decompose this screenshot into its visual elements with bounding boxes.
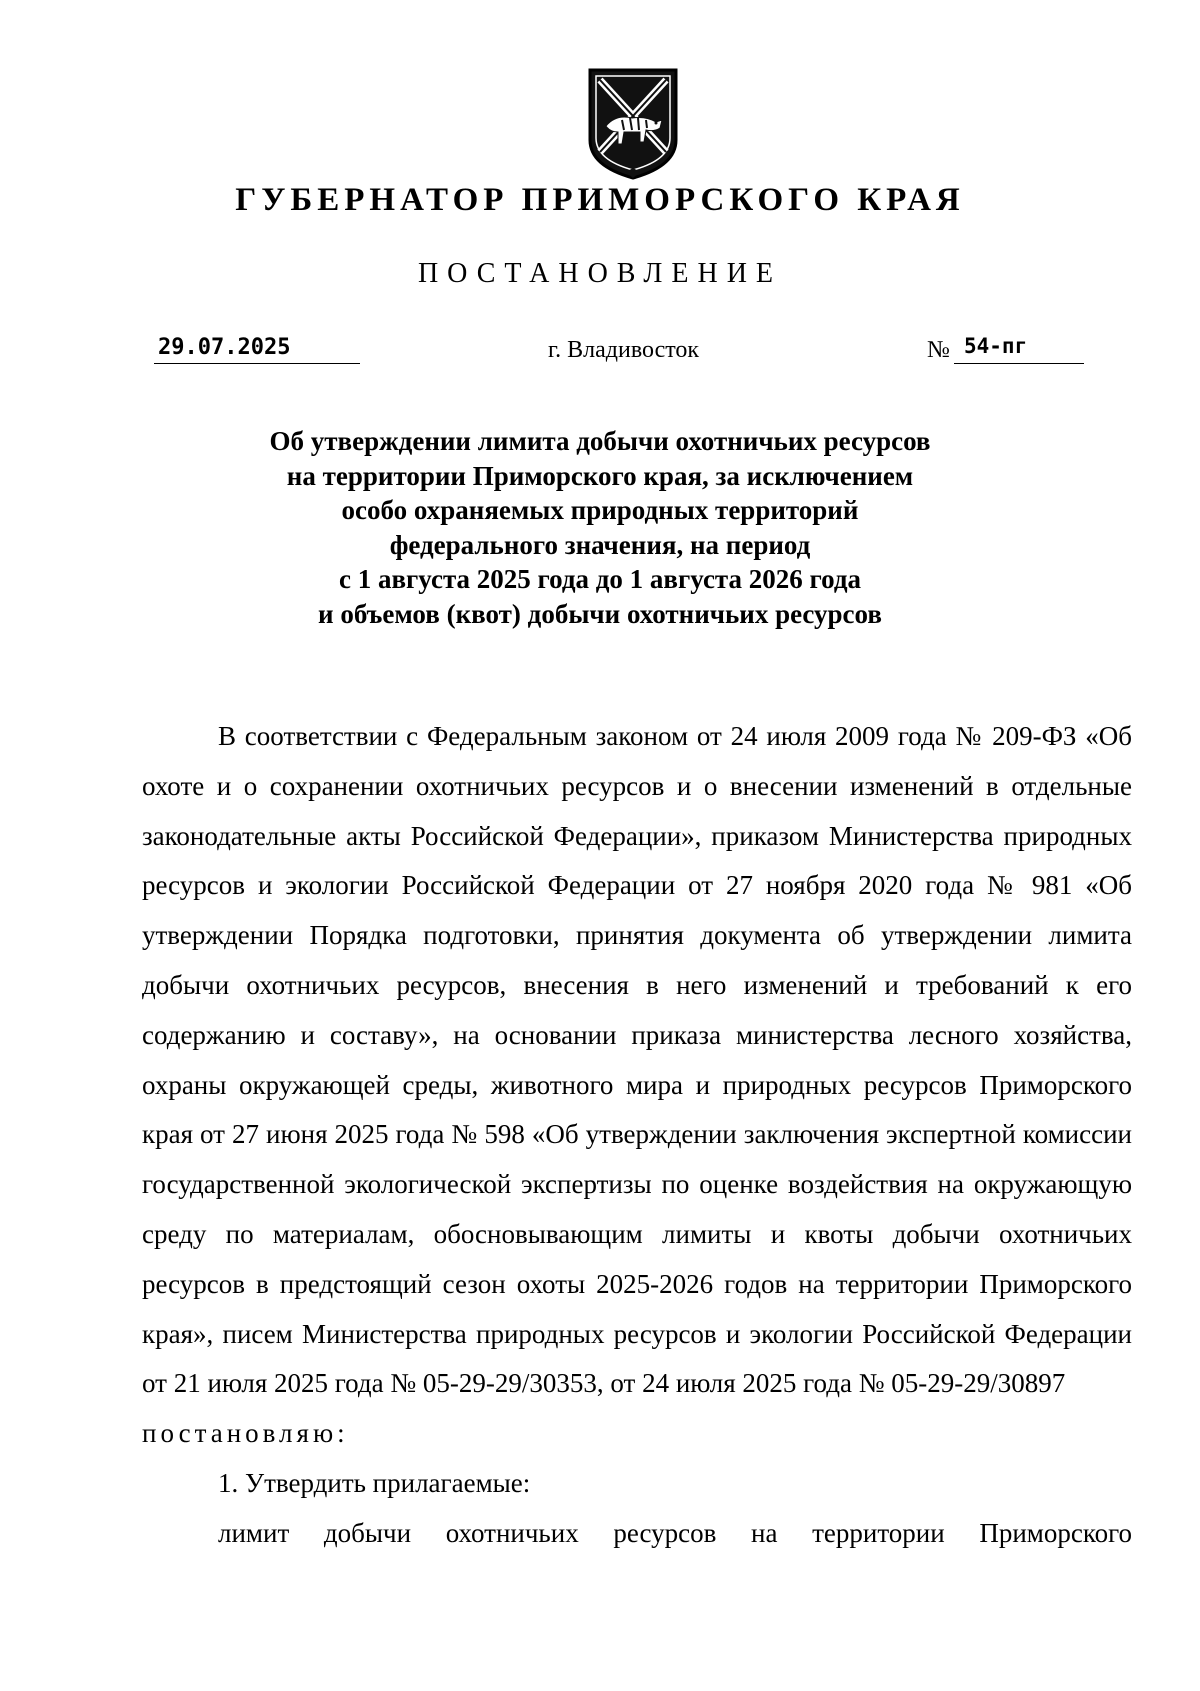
number-sign: №	[927, 337, 950, 363]
subject-line: с 1 августа 2025 года до 1 августа 2026 года	[338, 564, 861, 594]
item-1: 1. Утвердить прилагаемые:	[218, 1467, 531, 1498]
document-body	[142, 712, 1132, 1559]
preamble-paragraph: В соответствии с Федеральным законом от 24 июля 2009 года № 209-ФЗ «Об охоте и о сохранении охотничьих ресурсов и о внесении изменений в отдельные законодательные акты Российской Федерации», приказом Министерства природных ресурсов и экологии Российской Федерации от 27 ноября 2020 года № 981 «Об утверждении Порядка подготовки, принятия документа об утверждении лимита добычи охотничьих ресурсов, внесения в него изменений и требований к его содержанию и составу», на основании приказа министерства лесного хозяйства, охраны окружающей среды, животного мира и природных ресурсов Приморского края от 27 июня 2025 года № 598 «Об утверждении заключения экспертной комиссии государственной экологической экспертизы по оценке воздействия на окружающую среду по материалам, обосновывающим лимиты и квоты добычи охотничьих ресурсов в предстоящий сезон охоты 2025-2026 годов на территории Приморского края», писем Министерства природных ресурсов и экологии Российской Федерации от 21 июля 2025 года № 05-29-29/30353, от 24 июля 2025 года № 05-29-29/30897	[142, 721, 1132, 1399]
subject-line: на территории Приморского края, за исключением	[286, 460, 914, 491]
subject-line: федерального значения, на период	[389, 529, 811, 560]
subject-line: особо охраняемых природных территорий	[341, 495, 859, 525]
document-subject	[200, 424, 1000, 631]
item-1-line: лимит добычи охотничьих ресурсов на территории Приморского	[218, 1517, 1132, 1548]
coat-of-arms-icon	[586, 66, 680, 182]
document-meta-row	[0, 330, 1200, 370]
governor-title: ГУБЕРНАТОР ПРИМОРСКОГО КРАЯ	[235, 182, 965, 218]
subject-line: и объемов (квот) добычи охотничьих ресурсов	[318, 598, 882, 629]
subject-line: Об утверждении лимита добычи охотничьих ресурсов	[269, 426, 931, 456]
document-city: г. Владивосток	[548, 337, 700, 363]
decree-word: постановляю:	[142, 1418, 349, 1449]
document-type: ПОСТАНОВЛЕНИЕ	[417, 258, 783, 289]
document-date: 29.07.2025	[154, 330, 360, 364]
document-number: 54-пг	[954, 330, 1084, 364]
